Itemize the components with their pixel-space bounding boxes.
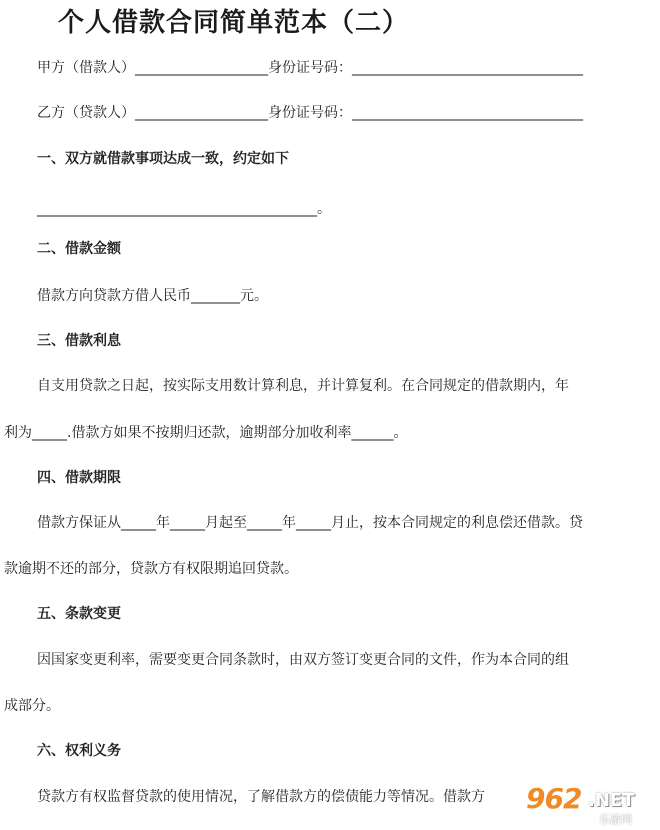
section-4-heading: 四、借款期限 (37, 470, 121, 486)
watermark-suffix: .NET (588, 790, 635, 811)
section-6-text-1: 贷款方有权监督贷款的使用情况，了解借款方的偿债能力等情况。借款方 (37, 789, 485, 805)
section-3-heading: 三、借款利息 (37, 333, 121, 349)
party-b-line: 乙方（贷款人）___________________身份证号码：_________________________________ (37, 105, 583, 121)
site-watermark (504, 784, 654, 824)
section-1-heading: 一、双方就借款事项达成一致，约定如下 (37, 151, 289, 167)
section-5-text-2: 成部分。 (4, 698, 60, 714)
page-title: 个人借款合同简单范本（二） (58, 8, 410, 38)
party-a-line: 甲方（借款人）___________________身份证号码：_________________________________ (37, 60, 583, 76)
section-4-text-2: 款逾期不还的部分，贷款方有权限期追回贷款。 (4, 561, 298, 577)
section-1-blank: ________________________________________。 (37, 201, 331, 217)
watermark-site-name: 乐游网 (599, 813, 632, 826)
section-2-text: 借款方向贷款方借人民币_______元。 (37, 288, 268, 304)
section-4-text-1: 借款方保证从_____年_____月起至_____年_____月止，按本合同规定的利息偿还借款。贷 (37, 515, 583, 531)
section-2-heading: 二、借款金额 (37, 241, 121, 257)
section-3-text-2: 利为_____.借款方如果不按期归还款，逾期部分加收利率______。 (4, 425, 408, 441)
section-5-heading: 五、条款变更 (37, 606, 121, 622)
watermark-number: 962 (526, 782, 582, 815)
section-5-text-1: 因国家变更利率，需要变更合同条款时，由双方签订变更合同的文件，作为本合同的组 (37, 652, 569, 668)
section-3-text-1: 自支用贷款之日起，按实际支用数计算利息，并计算复利。在合同规定的借款期内，年 (37, 378, 569, 394)
section-6-heading: 六、权利义务 (37, 743, 121, 759)
